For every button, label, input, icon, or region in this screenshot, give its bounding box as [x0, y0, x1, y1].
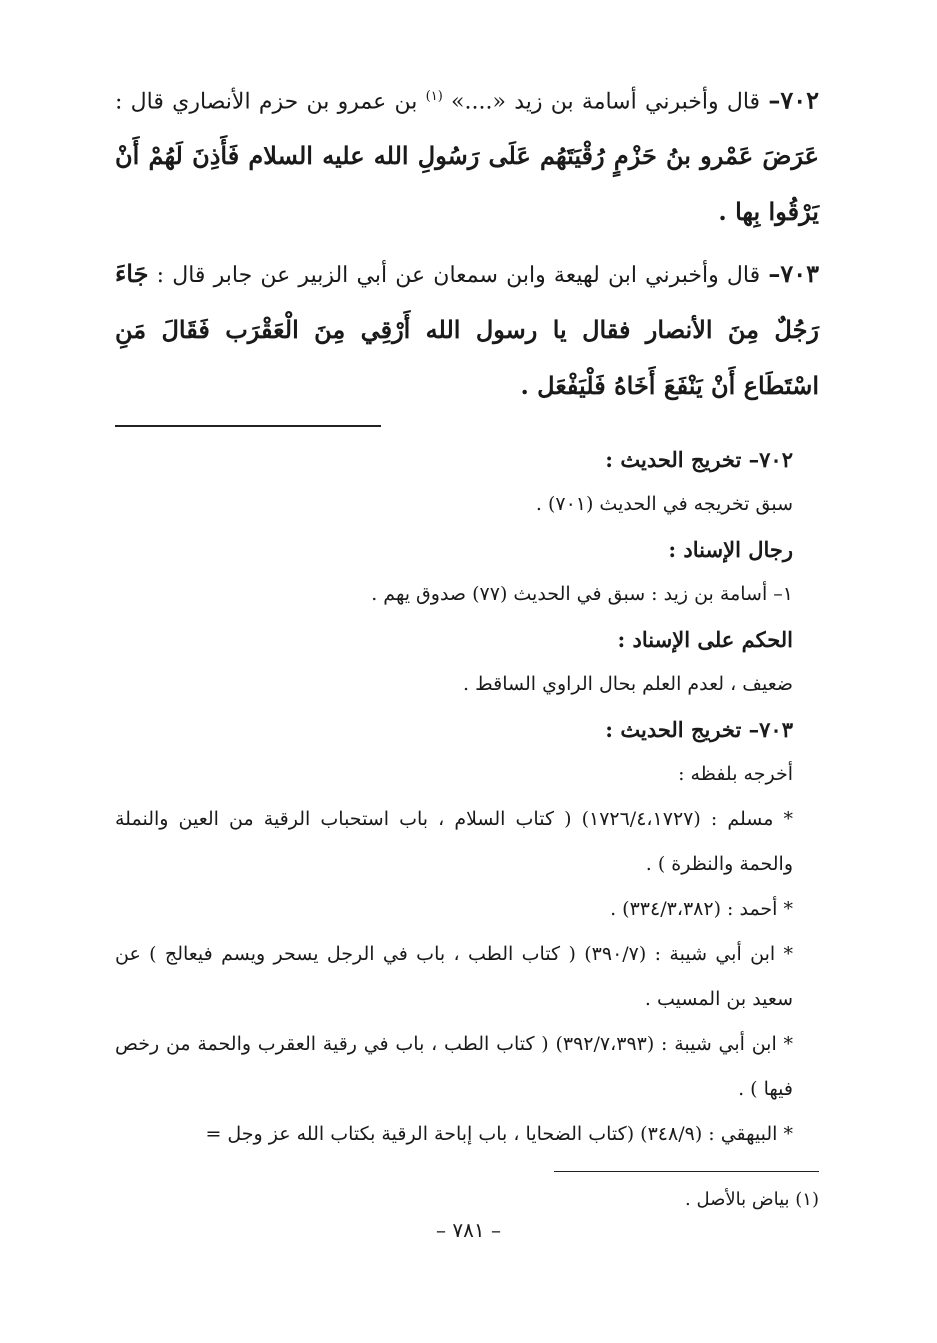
matn-text: عَرَضَ عَمْرو بنُ حَزْمٍ رُقْيَتَهُم عَلَى رَسُولِ الله عليه السلام فَأَذِنَ لَهُمْ أَنْ يَرْقُوا بِها .	[115, 141, 819, 227]
commentary	[115, 437, 819, 1157]
matn-text: جَاءَ رَجُلٌ مِنَ الأنصار فقال يا رسول الله أَرْقِي مِنَ الْعَقْرَب فَقَالَ مَنِ اسْتَطَاع أَنْ يَنْفَعَ أَخَاهُ فَلْيَفْعَل .	[115, 259, 820, 401]
section-heading: ٧٠٣– تخريج الحديث :	[605, 717, 793, 743]
source-entry: * البيهقي : (٣٤٨/٩) (كتاب الضحايا ، باب إباحة الرقية بكتاب الله عز وجل =	[205, 1123, 793, 1146]
isnad-text: قال وأخبرني ابن لهيعة وابن سمعان عن أبي الزبير عن جابر قال :	[148, 263, 769, 289]
isnad-text: بن عمرو بن حزم الأنصاري قال :	[115, 89, 426, 115]
paragraph: ١– أسامة بن زيد : سبق في الحديث (٧٧) صدوق يهم .	[371, 583, 793, 606]
section-heading: رجال الإسناد :	[668, 537, 793, 563]
source-entry: * مسلم : (١٧٢٦/٤،١٧٢٧) ( كتاب السلام ، باب استحباب الرقية من العين والنملة والحمة والنظرة ) .	[115, 808, 793, 876]
source-entry: * أحمد : (٣٣٤/٣،٣٨٢) .	[610, 898, 793, 921]
hadith-number: ٧٠٣–	[768, 259, 819, 289]
hadith-702	[115, 70, 819, 241]
source-entry: * ابن أبي شيبة : (٣٩٠/٧) ( كتاب الطب ، باب في الرجل يسحر ويسم فيعالج ) عن سعيد بن المسيب .	[115, 943, 793, 1011]
footnote: (١) بياض بالأصل .	[685, 1189, 819, 1211]
hadith-number: ٧٠٢–	[768, 85, 819, 115]
paragraph: سبق تخريجه في الحديث (٧٠١) .	[535, 493, 793, 516]
section-heading: الحكم على الإسناد :	[617, 627, 793, 653]
section-heading: ٧٠٢– تخريج الحديث :	[605, 447, 793, 473]
page-body	[115, 70, 819, 1218]
section-divider	[115, 425, 381, 427]
paragraph: أخرجه بلفظه :	[678, 763, 793, 786]
paragraph: ضعيف ، لعدم العلم بحال الراوي الساقط .	[463, 673, 793, 696]
source-entry: * ابن أبي شيبة : (٣٩٢/٧،٣٩٣) ( كتاب الطب ، باب في رقية العقرب والحمة من رخص فيها ) .	[115, 1033, 793, 1101]
page-number: – ٧٨١ –	[436, 1218, 501, 1242]
hadith-703	[115, 247, 819, 415]
isnad-text: قال وأخبرني أسامة بن زيد «....»	[442, 89, 769, 115]
footnote-marker: (١)	[425, 89, 443, 104]
footnote-divider	[554, 1171, 819, 1172]
